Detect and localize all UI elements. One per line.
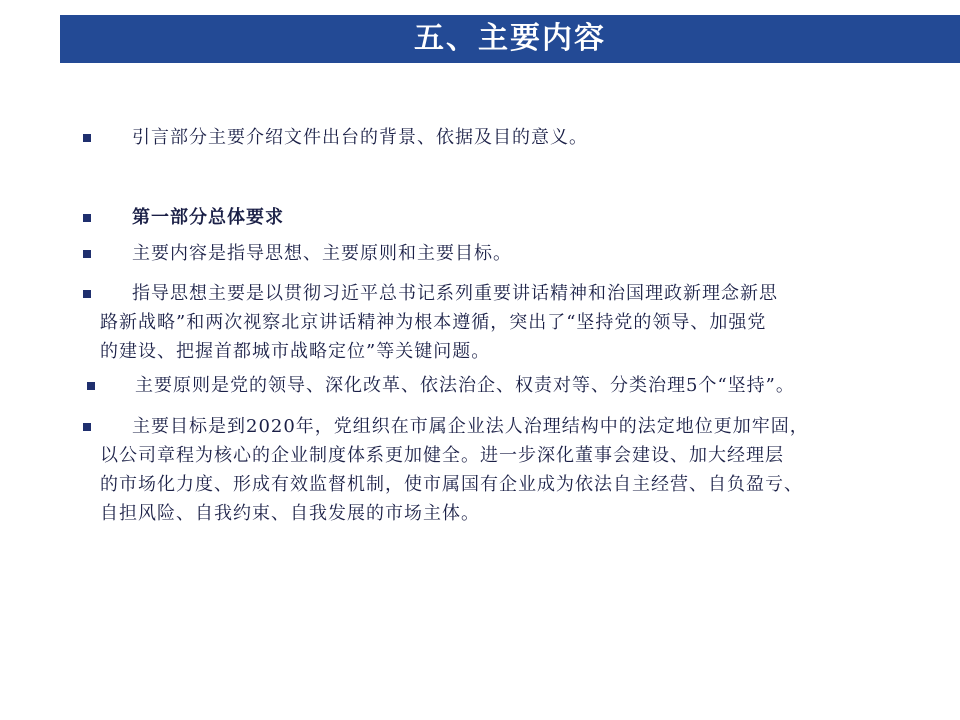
item-line: 的建设、把握首都城市战略定位”等关键问题。 (100, 341, 491, 362)
item-line: 的市场化力度、形成有效监督机制，使市属国有企业成为依法自主经营、自负盈亏、 (100, 474, 803, 495)
list-item (135, 371, 795, 400)
item-text: 引言部分主要介绍文件出台的背景、依据及目的意义。 (132, 127, 588, 148)
item-text: 主要原则是党的领导、深化改革、依法治企、权责对等、分类治理5个“坚持”。 (135, 375, 795, 396)
item-line: 路新战略”和两次视察北京讲话精神为根本遵循，突出了“坚持党的领导、加强党 (100, 312, 767, 333)
list-item (100, 412, 920, 528)
item-line: 指导思想主要是以贯彻习近平总书记系列重要讲话精神和治国理政新理念新思 (132, 283, 778, 304)
bullet-icon (83, 290, 91, 298)
bullet-icon (83, 134, 91, 142)
bullet-icon (83, 214, 91, 222)
bullet-icon (83, 423, 91, 431)
item-line: 以公司章程为核心的企业制度体系更加健全。进一步深化董事会建设、加大经理层 (100, 445, 784, 466)
title-bar (60, 15, 960, 63)
item-text: 主要内容是指导思想、主要原则和主要目标。 (132, 243, 512, 264)
list-item (100, 279, 900, 366)
item-line: 主要目标是到2020年，党组织在市属企业法人治理结构中的法定地位更加牢固， (132, 416, 809, 437)
heading-text: 第一部分总体要求 (132, 207, 284, 228)
bullet-icon (83, 250, 91, 258)
item-line: 自担风险、自我约束、自我发展的市场主体。 (100, 503, 480, 524)
bullet-icon (87, 382, 95, 390)
page-title: 五、主要内容 (414, 21, 606, 56)
list-item (132, 123, 588, 152)
list-item (132, 239, 512, 268)
section-heading (132, 203, 284, 232)
